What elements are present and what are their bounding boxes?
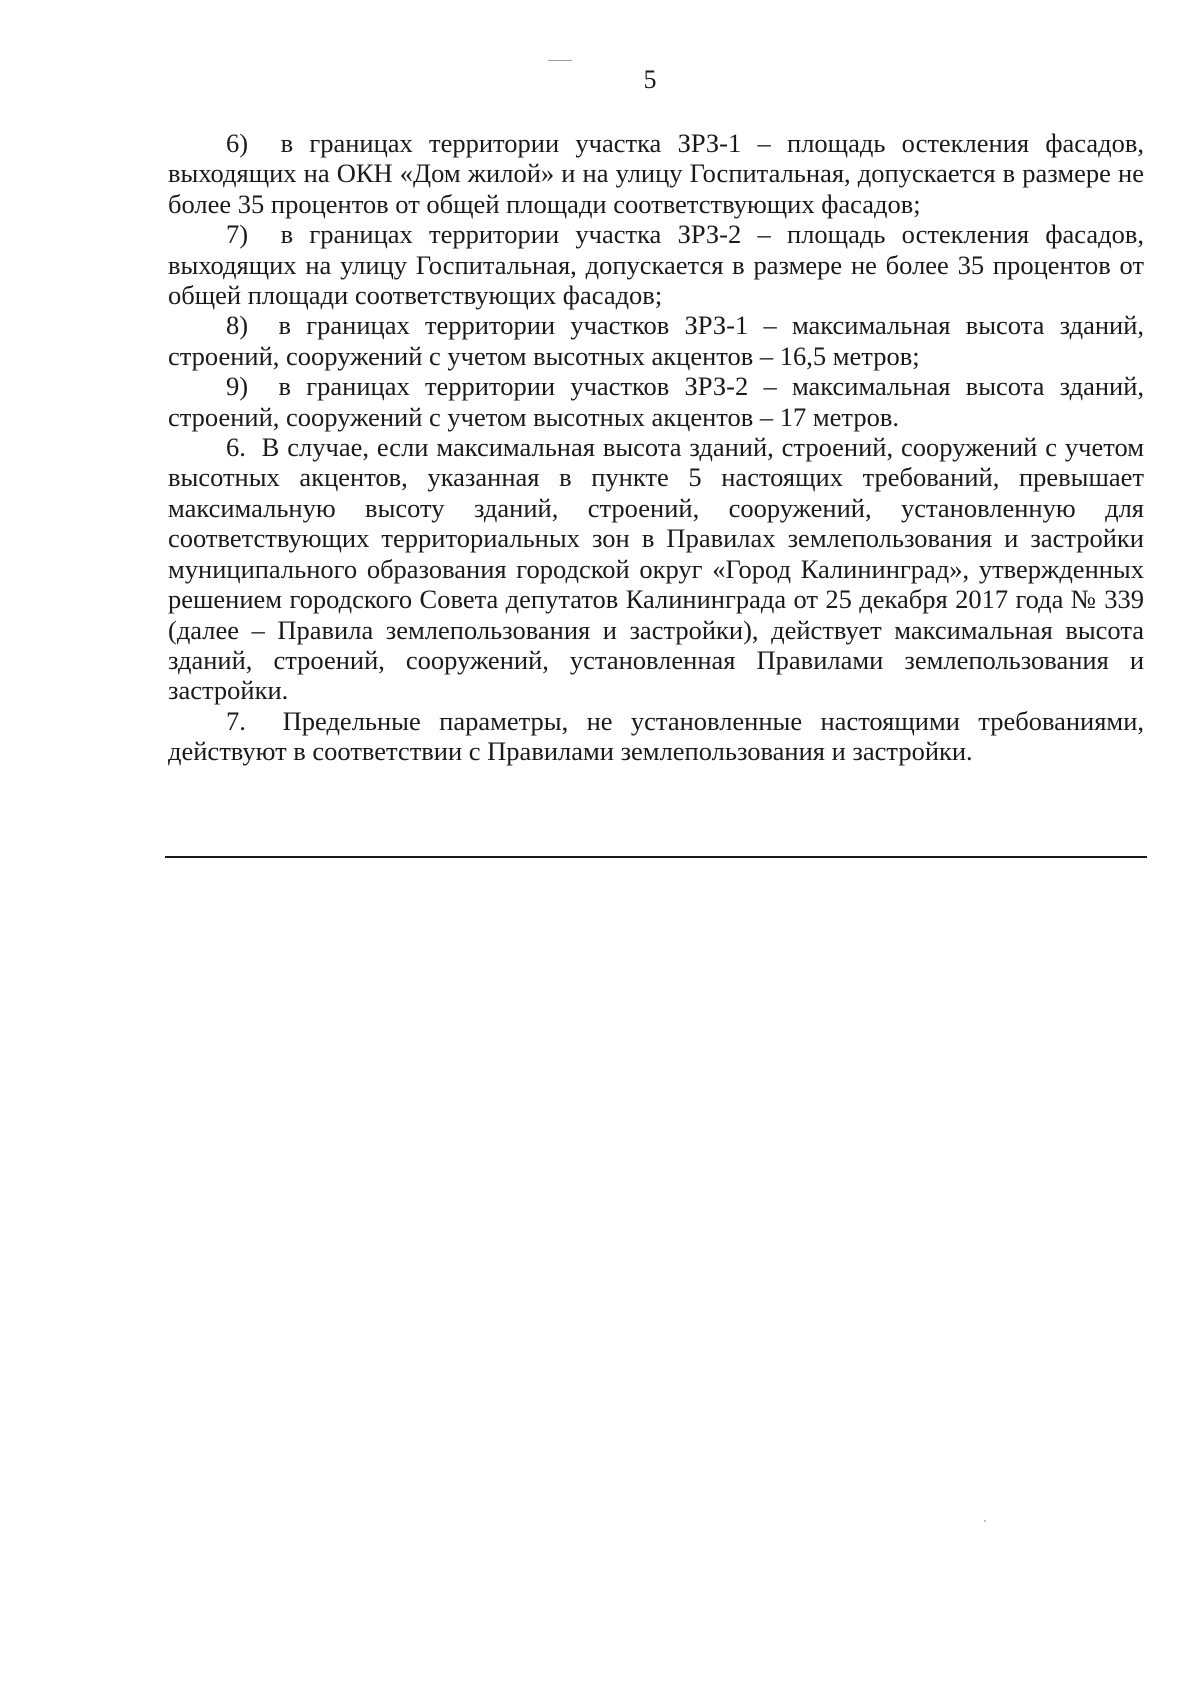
end-divider-line [165,856,1147,858]
document-body [168,128,1144,767]
scan-artifact [548,60,572,61]
paragraph-item-6: 6) в границах территории участка ЗРЗ-1 – площадь остекления фасадов, выходящих на ОКН «Дом жилой» и на улицу Госпитальная, допускается в размере не более 35 процентов от общей площади соответствующих фасадов; [168,128,1144,219]
paragraph-clause-6: 6. В случае, если максимальная высота зданий, строений, сооружений с учетом высотных акцентов, указанная в пункте 5 настоящих требований, превышает максимальную высоту зданий, строений, сооружений, установленную для соответствующих территориальных зон в Правилах землепользования и застройки муниципального образования городской округ «Город Калининград», утвержденных решением городского Совета депутатов Калининграда от 25 декабря 2017 года № 339 (далее – Правила землепользования и застройки), действует максимальная высота зданий, строений, сооружений, установленная Правилами землепользования и застройки. [168,432,1144,706]
scan-speck [984,1520,986,1522]
paragraph-item-7: 7) в границах территории участка ЗРЗ-2 – площадь остекления фасадов, выходящих на улицу Госпитальная, допускается в размере не более 35 процентов от общей площади соответствующих фасадов; [168,219,1144,311]
page-number: 5 [643,65,657,94]
paragraph-item-9: 9) в границах территории участков ЗРЗ-2 – максимальная высота зданий, строений, сооружений с учетом высотных акцентов – 17 метров. [168,371,1144,432]
paragraph-clause-7: 7. Предельные параметры, не установленные настоящими требованиями, действуют в соответствии с Правилами землепользования и застройки. [168,705,1144,767]
paragraph-item-8: 8) в границах территории участков ЗРЗ-1 – максимальная высота зданий, строений, сооружений с учетом высотных акцентов – 16,5 метров; [168,310,1144,371]
